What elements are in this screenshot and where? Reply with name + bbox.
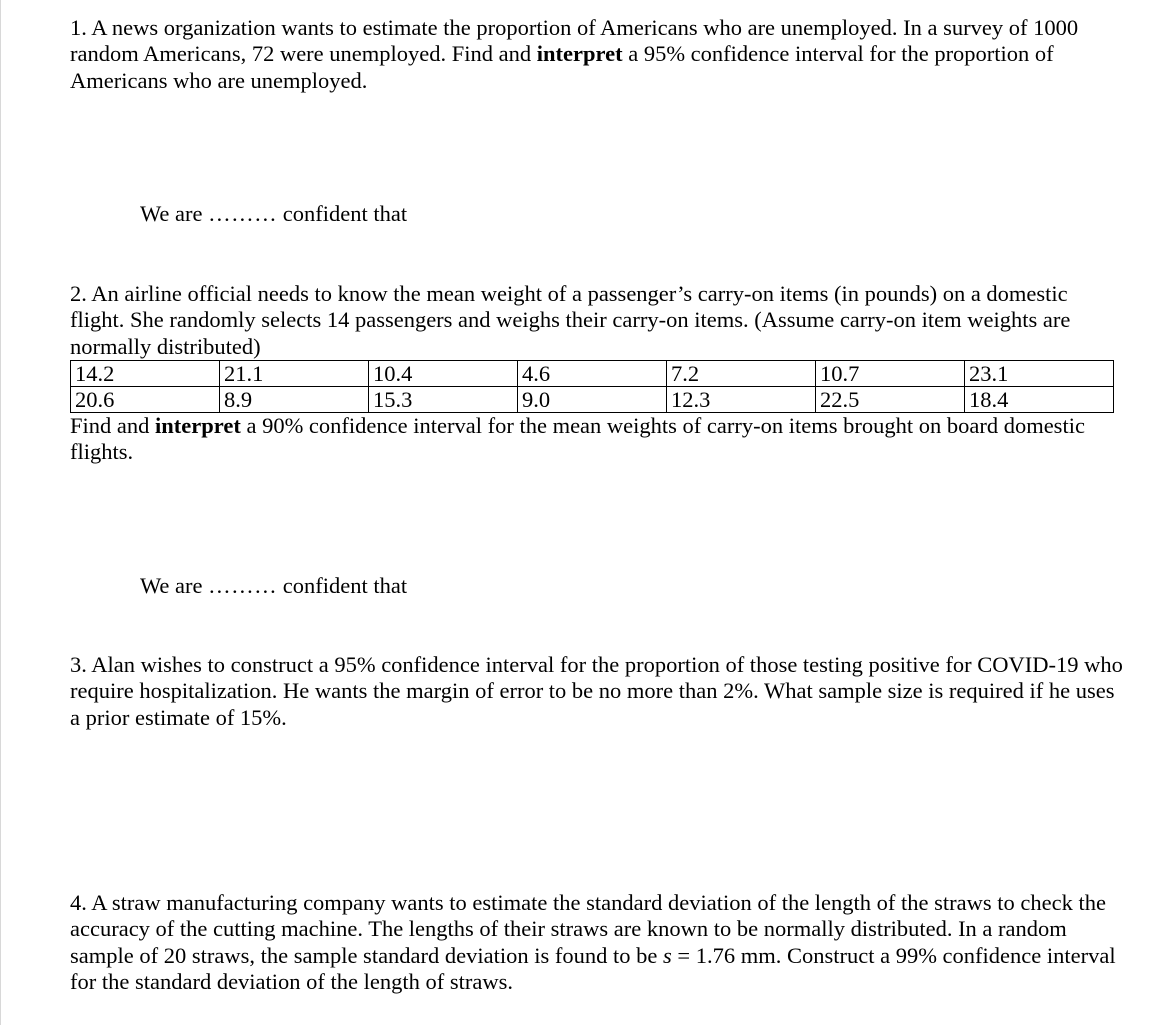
question-3: 3. Alan wishes to construct a 95% confidence interval for the proportion of those testing positive for COVID-19 who require hospitalization. He wants the margin of error to be no more than 2%. What sample size is required if he uses a prior estimate of 15%. (70, 652, 1123, 730)
question-1-answer-suffix: confident that (277, 201, 408, 226)
question-2-intro: 2. An airline official needs to know the mean weight of a passenger’s carry-on items (in pounds) on a domestic flight. She randomly selects 14 passengers and weighs their carry-on items. (Assume carry-on item weights are normally distributed) (70, 281, 1071, 359)
table-cell: 8.9 (220, 386, 369, 412)
table-cell: 20.6 (71, 386, 220, 412)
table-row (71, 386, 1114, 412)
question-2-answer-blank: ……… (208, 573, 278, 598)
question-2-find-after: a 90% confidence interval for the mean weights of carry-on items brought on board domestic flights. (70, 412, 1085, 465)
table-cell: 7.2 (667, 360, 816, 386)
question-1-answer-prefix: We are (140, 201, 209, 226)
table-cell: 22.5 (816, 386, 965, 412)
question-4-text-before: 4. A straw manufacturing company wants to estimate the standard deviation of the length of the straws to check the accuracy of the cutting machine. The lengths of their straws are known to be normally distributed. In a random sample of 20 straws, the sample standard deviation is found to be (70, 890, 1106, 968)
question-2-find (70, 413, 1125, 466)
question-2-bold-interpret: interpret (155, 412, 241, 438)
question-4-text-after: = 1.76 mm. Construct a 99% confidence interval for the standard deviation of the length of straws. (70, 942, 1116, 994)
question-2-answer-line (140, 573, 740, 599)
question-1-text-before: 1. A news organization wants to estimate the proportion of Americans who are unemployed. In a survey of 1000 random Americans, 72 were unemployed. Find and (70, 15, 1079, 67)
table-cell: 21.1 (220, 360, 369, 386)
question-2 (70, 281, 1125, 465)
question-1-bold-interpret: interpret (536, 41, 623, 67)
question-1-answer-line (140, 201, 740, 227)
table-cell: 12.3 (667, 386, 816, 412)
weights-table (70, 360, 1114, 413)
question-1-text-after: a 95% confidence interval for the proportion of Americans who are unemployed. (70, 41, 1054, 93)
table-cell: 9.0 (518, 386, 667, 412)
question-4-variable-s: s (663, 942, 672, 968)
question-4 (70, 890, 1125, 995)
table-row (71, 360, 1114, 386)
question-2-find-before: Find and (70, 412, 156, 438)
table-cell: 10.7 (816, 360, 965, 386)
table-cell: 18.4 (965, 386, 1114, 412)
question-1 (70, 15, 1125, 94)
table-cell: 10.4 (369, 360, 518, 386)
table-cell: 23.1 (965, 360, 1114, 386)
table-cell: 4.6 (518, 360, 667, 386)
question-1-answer-blank: ……… (208, 201, 278, 226)
question-2-answer-suffix: confident that (277, 573, 408, 598)
table-cell: 14.2 (71, 360, 220, 386)
page-edge (0, 0, 1, 1025)
question-2-answer-prefix: We are (140, 573, 209, 598)
table-cell: 15.3 (369, 386, 518, 412)
